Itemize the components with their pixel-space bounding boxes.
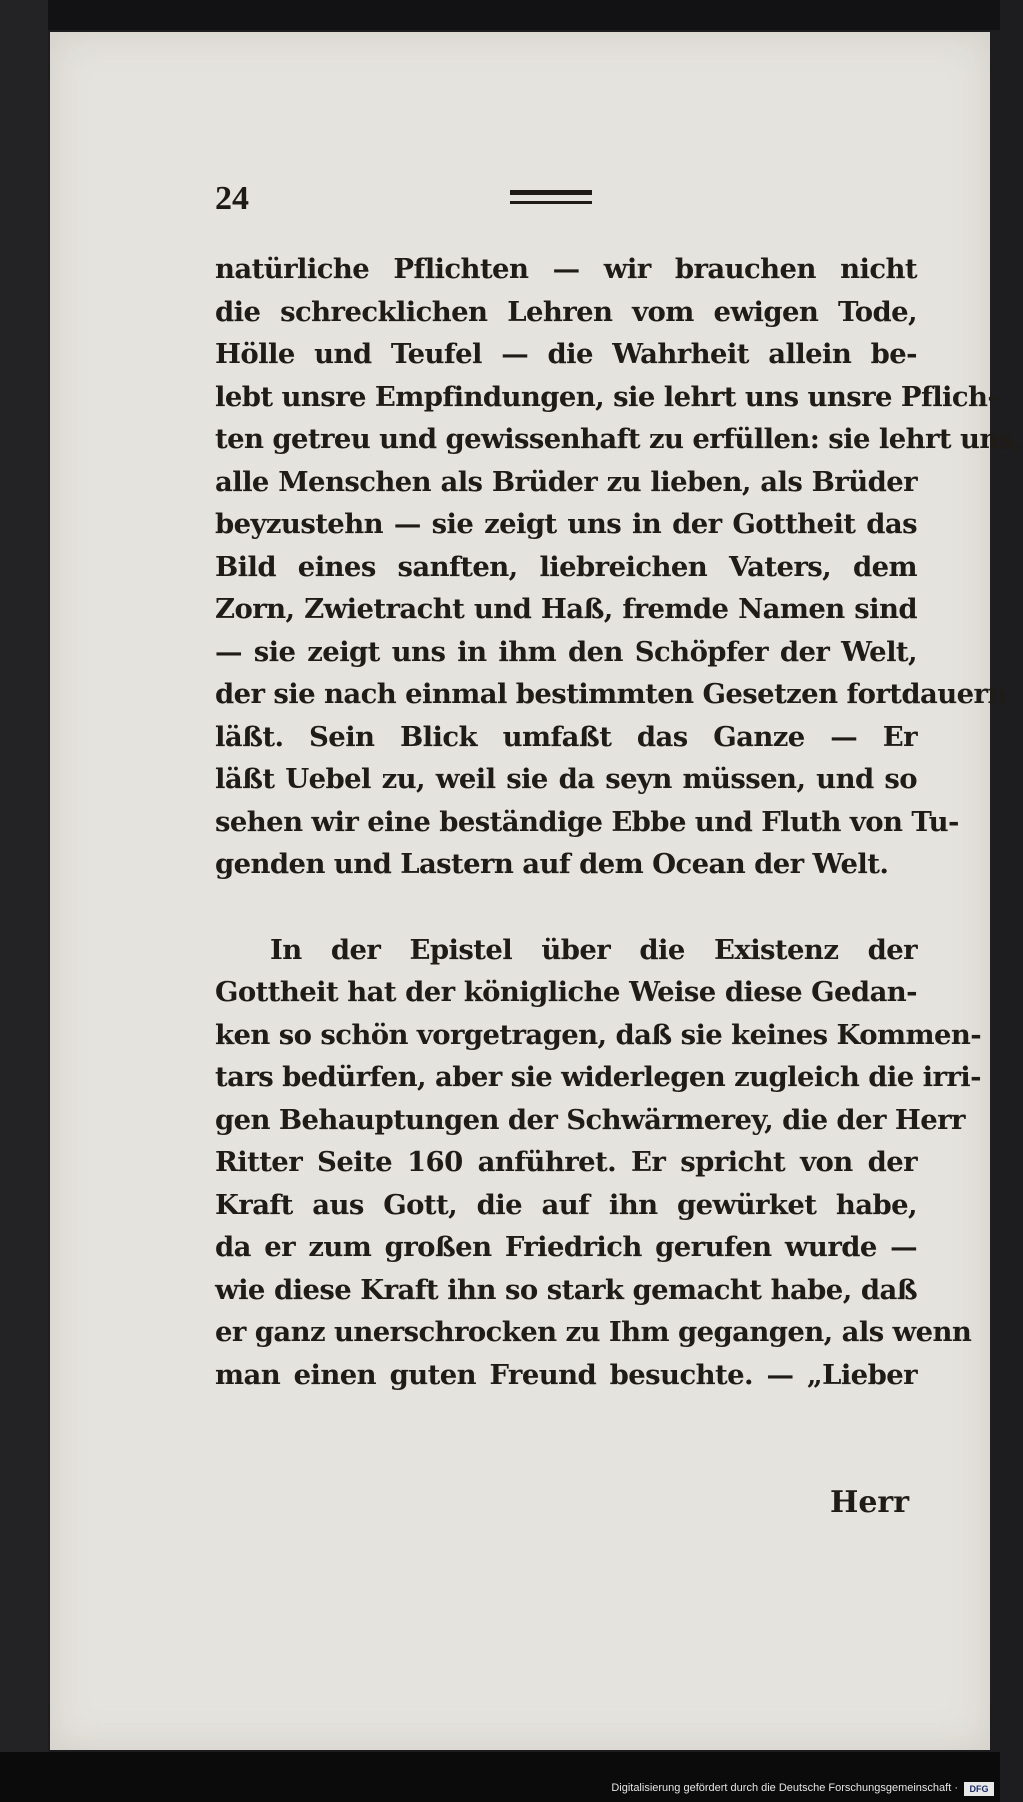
page-number: 24 — [215, 180, 249, 217]
header-ornament-rule — [510, 190, 592, 204]
dfg-logo: DFG — [964, 1782, 994, 1796]
text-line: beyzustehn — sie zeigt uns in der Gottheit das — [215, 508, 917, 540]
text-line: läßt Uebel zu, weil sie da seyn müssen, und so — [215, 763, 917, 795]
text-line: ken so schön vorgetragen, daß sie keines Kommen- — [215, 1018, 982, 1051]
text-line: Gottheit hat der königliche Weise diese Gedan- — [215, 976, 917, 1008]
text-line: läßt. Sein Blick umfaßt das Ganze — Er — [215, 720, 917, 753]
scan-left-edge — [0, 0, 48, 1802]
text-line: da er zum großen Friedrich gerufen wurde — — [215, 1231, 917, 1263]
text-line: er ganz unerschrocken zu Ihm gegangen, als wenn — [215, 1316, 972, 1348]
text-line: wie diese Kraft ihn so stark gemacht habe, daß — [215, 1273, 917, 1306]
text-line: Zorn, Zwietracht und Haß, fremde Namen sind — [215, 593, 917, 625]
text-line: Hölle und Teufel — die Wahrheit allein be- — [215, 338, 917, 370]
text-line: man einen guten Freund besuchte. — „Lieber — [215, 1358, 917, 1391]
body-text — [215, 248, 1023, 1396]
text-line: lebt unsre Empfindungen, sie lehrt uns unsre Pflich- — [215, 380, 999, 413]
scan-top-edge — [0, 0, 1000, 30]
catchword: Herr — [830, 1485, 910, 1520]
text-line: tars bedürfen, aber sie widerlegen zugleich die irri- — [215, 1061, 981, 1093]
text-line: der sie nach einmal bestimmten Gesetzen fortdauern — [215, 678, 1007, 710]
text-line: natürliche Pflichten — wir brauchen nicht — [215, 253, 917, 285]
text-line: gen Behauptungen der Schwärmerey, die der Herr — [215, 1103, 965, 1136]
text-line: sehen wir eine beständige Ebbe und Fluth von Tu- — [215, 805, 959, 838]
text-line: — sie zeigt uns in ihm den Schöpfer der Welt, — [215, 635, 917, 668]
text-line: Bild eines sanften, liebreichen Vaters, dem — [215, 550, 917, 583]
text-line: genden und Lastern auf dem Ocean der Welt. — [215, 848, 889, 880]
digitization-credit: Digitalisierung gefördert durch die Deutsche Forschungsgemeinschaft · — [611, 1782, 958, 1794]
scan-bottom-bar — [0, 1752, 1000, 1802]
text-line: die schrecklichen Lehren vom ewigen Tode, — [215, 295, 917, 328]
text-line: Ritter Seite 160 anführet. Er spricht von der — [215, 1146, 917, 1178]
text-line: In der Epistel über die Existenz der — [270, 933, 917, 966]
text-line: ten getreu und gewissenhaft zu erfüllen: sie lehrt uns, — [215, 423, 1023, 455]
text-line: alle Menschen als Brüder zu lieben, als Brüder — [215, 465, 917, 498]
text-line: Kraft aus Gott, die auf ihn gewürket habe, — [215, 1188, 917, 1221]
paragraph-gap — [215, 886, 917, 929]
